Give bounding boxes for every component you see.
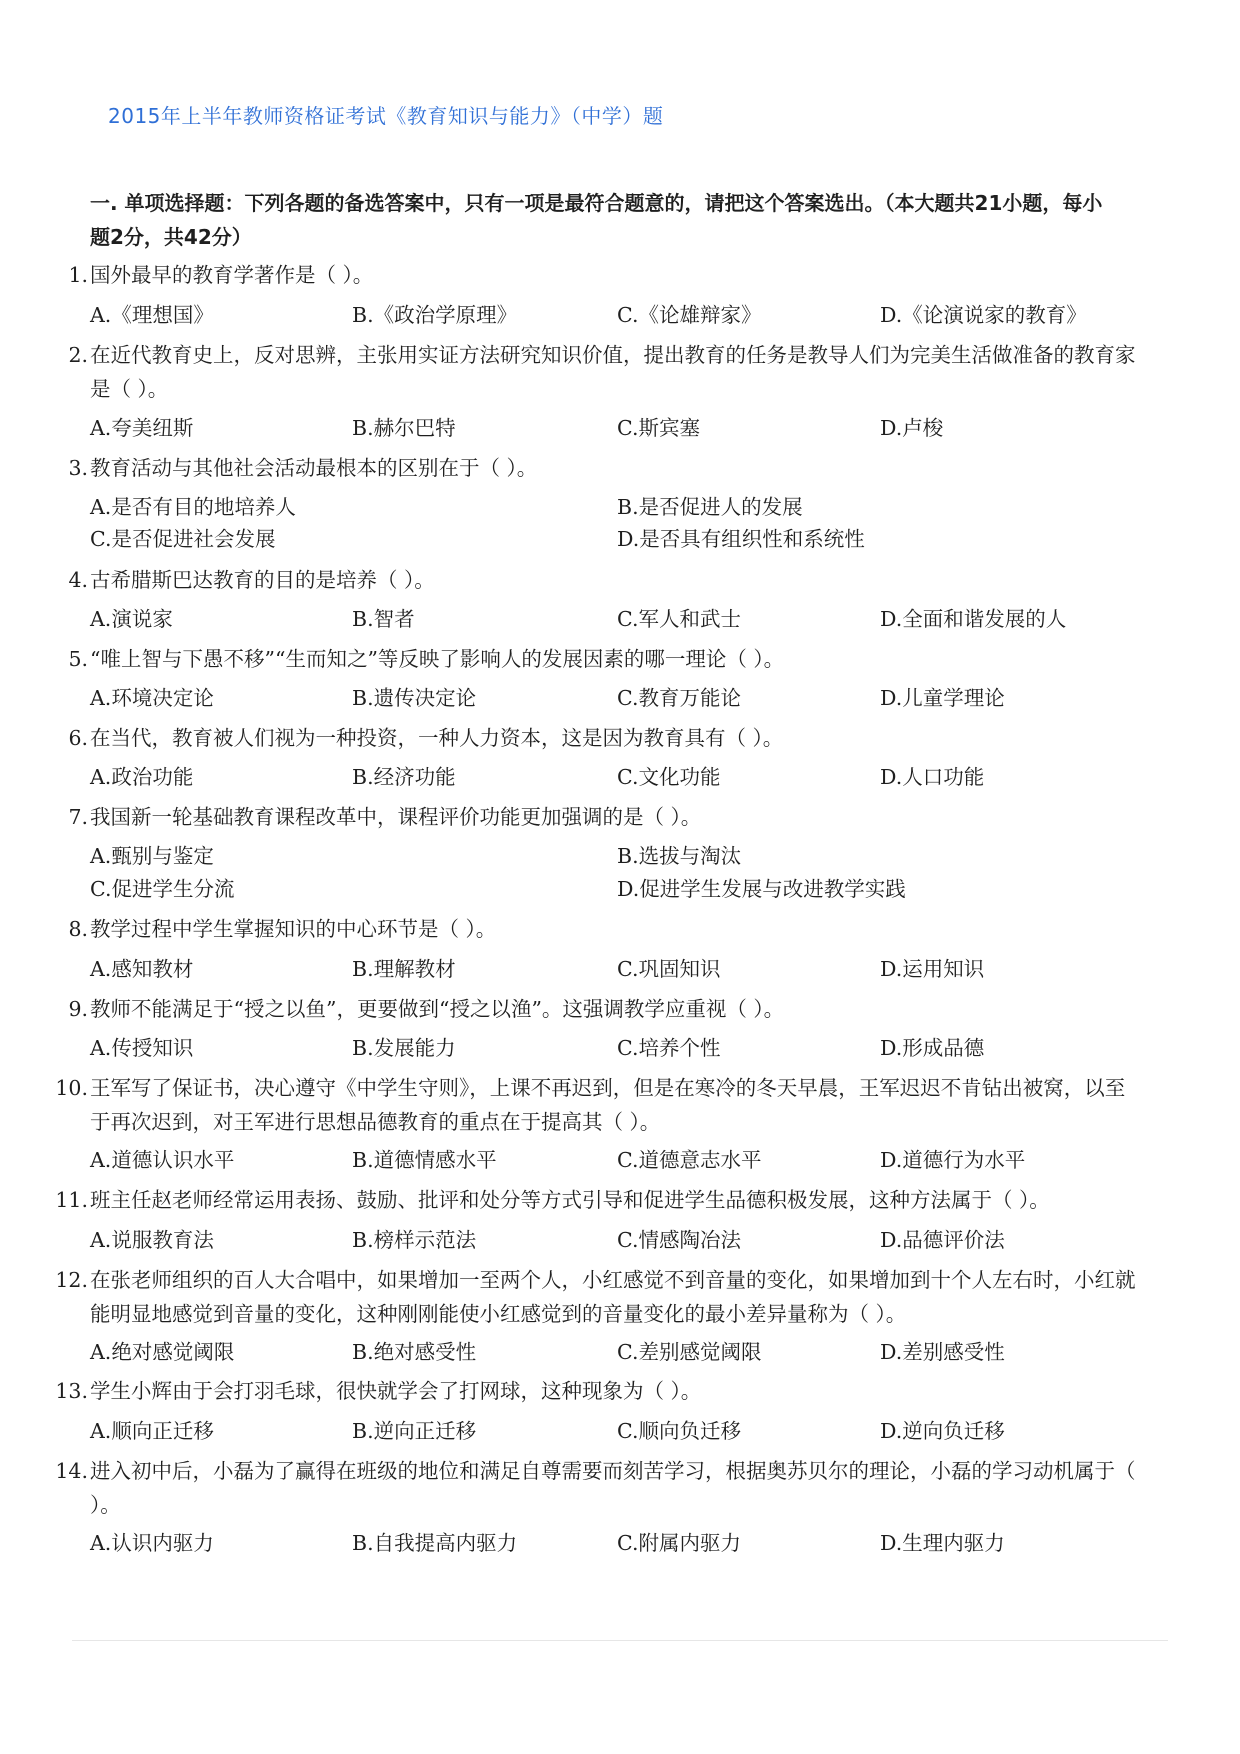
question-stem: 教学过程中学生掌握知识的中心环节是（ ）。 bbox=[90, 917, 497, 941]
option-c: C.培养个性 bbox=[617, 1036, 721, 1060]
question-stem: 教师不能满足于“授之以鱼”，更要做到“授之以渔”。这强调教学应重视（ ）。 bbox=[90, 997, 785, 1021]
option-a: A.说服教育法 bbox=[90, 1228, 214, 1252]
option-b: B.绝对感受性 bbox=[352, 1340, 477, 1364]
option-b: B.榜样示范法 bbox=[352, 1228, 477, 1252]
footer-divider bbox=[72, 1640, 1168, 1641]
option-b: B.《政治学原理》 bbox=[352, 303, 518, 327]
option-a: A.传授知识 bbox=[90, 1036, 194, 1060]
option-a: A.道德认识水平 bbox=[90, 1148, 235, 1172]
question-number: 14. bbox=[55, 1459, 88, 1483]
option-d: D.人口功能 bbox=[880, 765, 985, 789]
option-b: B.是否促进人的发展 bbox=[617, 495, 803, 519]
question-number: 10. bbox=[55, 1076, 88, 1100]
option-a: A.甄别与鉴定 bbox=[90, 844, 214, 868]
option-b: B.智者 bbox=[352, 607, 415, 631]
question-stem: 进入初中后，小磊为了赢得在班级的地位和满足自尊需要而刻苦学习，根据奥苏贝尔的理论，小磊的学习动机属于（ ）。 bbox=[90, 1459, 1136, 1517]
option-b: B.遗传决定论 bbox=[352, 686, 477, 710]
option-d: D.生理内驱力 bbox=[880, 1531, 1005, 1555]
option-d: D.卢梭 bbox=[880, 416, 944, 440]
option-c: C.教育万能论 bbox=[617, 686, 741, 710]
question-stem: 在近代教育史上，反对思辨，主张用实证方法研究知识价值，提出教育的任务是教导人们为完美生活做准备的教育家是（ ）。 bbox=[90, 343, 1136, 401]
option-a: A.感知教材 bbox=[90, 957, 194, 981]
option-c: C.《论雄辩家》 bbox=[617, 303, 762, 327]
option-c: C.是否促进社会发展 bbox=[90, 527, 276, 551]
option-d: D.运用知识 bbox=[880, 957, 985, 981]
option-c: C.差别感觉阈限 bbox=[617, 1340, 762, 1364]
question-number: 6. bbox=[68, 726, 88, 750]
question-number: 9. bbox=[68, 997, 88, 1021]
option-d: D.是否具有组织性和系统性 bbox=[617, 527, 865, 551]
question-number: 4. bbox=[68, 568, 88, 592]
option-a: A.环境决定论 bbox=[90, 686, 214, 710]
question-number: 7. bbox=[68, 805, 88, 829]
option-b: B.发展能力 bbox=[352, 1036, 456, 1060]
option-a: A.绝对感觉阈限 bbox=[90, 1340, 235, 1364]
option-d: D.形成品德 bbox=[880, 1036, 985, 1060]
option-b: B.选拔与淘汰 bbox=[617, 844, 742, 868]
option-d: D.全面和谐发展的人 bbox=[880, 607, 1067, 631]
option-c: C.斯宾塞 bbox=[617, 416, 700, 440]
option-d: D.《论演说家的教育》 bbox=[880, 303, 1087, 327]
question-number: 12. bbox=[55, 1268, 88, 1292]
option-c: C.促进学生分流 bbox=[90, 877, 235, 901]
option-a: A.认识内驱力 bbox=[90, 1531, 214, 1555]
question-stem: “唯上智与下愚不移”“生而知之”等反映了影响人的发展因素的哪一理论（ ）。 bbox=[90, 647, 785, 671]
section-heading: 一. 单项选择题：下列各题的备选答案中，只有一项是最符合题意的，请把这个答案选出。（本大题共21小题，每小题2分，共42分） bbox=[90, 191, 1103, 249]
option-a: A.《理想国》 bbox=[90, 303, 214, 327]
option-a: A.顺向正迁移 bbox=[90, 1419, 214, 1443]
option-c: C.附属内驱力 bbox=[617, 1531, 741, 1555]
question-stem: 在张老师组织的百人大合唱中，如果增加一至两个人，小红感觉不到音量的变化，如果增加到十个人左右时，小红就能明显地感觉到音量的变化，这种刚刚能使小红感觉到的音量变化的最小差异量称为（ ）。 bbox=[90, 1268, 1136, 1326]
option-c: C.文化功能 bbox=[617, 765, 721, 789]
option-b: B.赫尔巴特 bbox=[352, 416, 456, 440]
question-number: 5. bbox=[68, 647, 88, 671]
option-d: D.逆向负迁移 bbox=[880, 1419, 1005, 1443]
option-c: C.巩固知识 bbox=[617, 957, 721, 981]
option-c: C.顺向负迁移 bbox=[617, 1419, 741, 1443]
option-a: A.是否有目的地培养人 bbox=[90, 495, 296, 519]
question-stem: 国外最早的教育学著作是（ ）。 bbox=[90, 263, 374, 287]
option-c: C.道德意志水平 bbox=[617, 1148, 762, 1172]
option-d: D.品德评价法 bbox=[880, 1228, 1005, 1252]
question-stem: 在当代，教育被人们视为一种投资，一种人力资本，这是因为教育具有（ ）。 bbox=[90, 726, 784, 750]
question-number: 1. bbox=[68, 263, 88, 287]
question-number: 11. bbox=[55, 1188, 88, 1212]
document-title: 2015年上半年教师资格证考试《教育知识与能力》（中学）题 bbox=[108, 104, 664, 128]
option-d: D.道德行为水平 bbox=[880, 1148, 1026, 1172]
question-number: 2. bbox=[68, 343, 88, 367]
option-d: D.差别感受性 bbox=[880, 1340, 1005, 1364]
question-number: 3. bbox=[68, 456, 88, 480]
question-stem: 学生小辉由于会打羽毛球，很快就学会了打网球，这种现象为（ ）。 bbox=[90, 1379, 702, 1403]
option-a: A.夸美纽斯 bbox=[90, 416, 194, 440]
option-b: B.经济功能 bbox=[352, 765, 456, 789]
option-a: A.演说家 bbox=[90, 607, 173, 631]
question-stem: 班主任赵老师经常运用表扬、鼓励、批评和处分等方式引导和促进学生品德积极发展，这种方法属于（ ）。 bbox=[90, 1188, 1050, 1212]
option-d: D.促进学生发展与改进教学实践 bbox=[617, 877, 906, 901]
option-b: B.理解教材 bbox=[352, 957, 456, 981]
question-stem: 古希腊斯巴达教育的目的是培养（ ）。 bbox=[90, 568, 435, 592]
option-b: B.自我提高内驱力 bbox=[352, 1531, 518, 1555]
question-stem: 我国新一轮基础教育课程改革中，课程评价功能更加强调的是（ ）。 bbox=[90, 805, 702, 829]
question-stem: 王军写了保证书，决心遵守《中学生守则》，上课不再迟到，但是在寒冷的冬天早晨，王军迟迟不肯钻出被窝，以至于再次迟到，对王军进行思想品德教育的重点在于提高其（ ）。 bbox=[90, 1076, 1126, 1134]
option-c: C.军人和武士 bbox=[617, 607, 741, 631]
option-d: D.儿童学理论 bbox=[880, 686, 1005, 710]
option-b: B.逆向正迁移 bbox=[352, 1419, 477, 1443]
question-stem: 教育活动与其他社会活动最根本的区别在于（ ）。 bbox=[90, 456, 538, 480]
option-a: A.政治功能 bbox=[90, 765, 194, 789]
option-c: C.情感陶冶法 bbox=[617, 1228, 741, 1252]
option-b: B.道德情感水平 bbox=[352, 1148, 497, 1172]
question-number: 8. bbox=[68, 917, 88, 941]
question-number: 13. bbox=[55, 1379, 88, 1403]
